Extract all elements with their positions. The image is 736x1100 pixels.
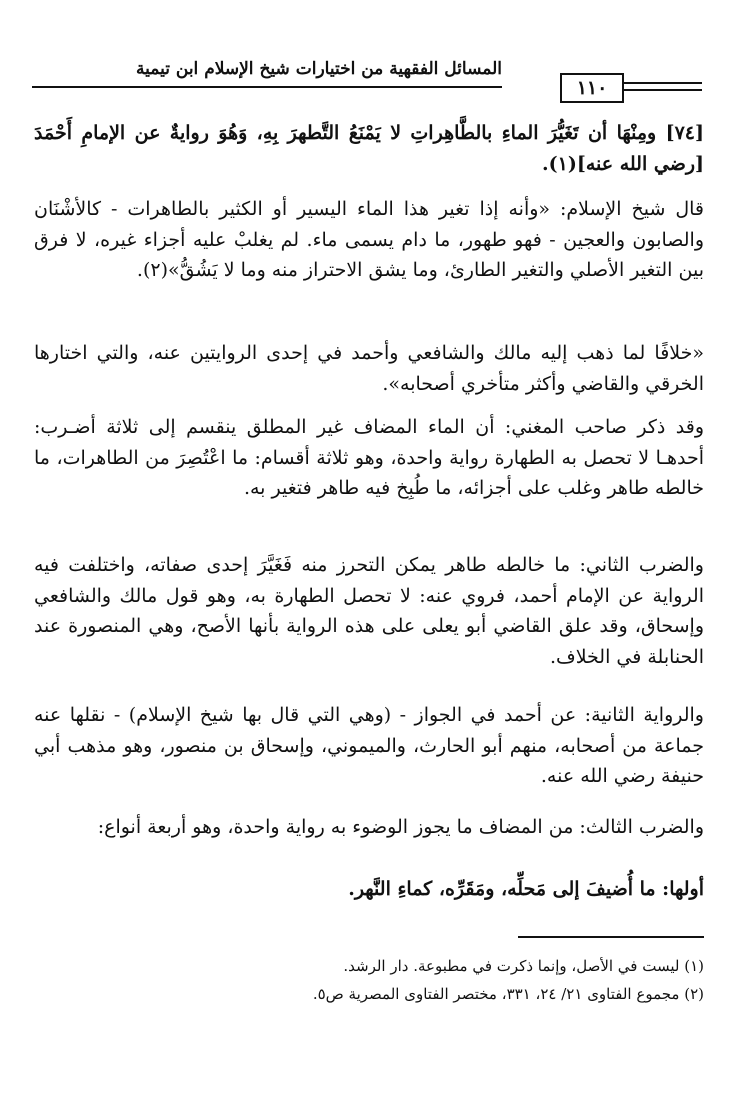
header-rule-lower bbox=[622, 89, 702, 91]
footnote-separator bbox=[518, 936, 704, 938]
running-header-title: المسائل الفقهية من اختيارات شيخ الإسلام ابن تيمية bbox=[136, 59, 502, 79]
page-number: ١١٠ bbox=[560, 73, 624, 103]
paragraph-mughni-first-type: وقد ذكر صاحب المغني: أن الماء المضاف غير المطلق ينقسم إلى ثلاثة أضـرب: أحدهـا لا تحصل به الطهارة رواية واحدة، وهو ثلاثة أقسام: ما اعْتُصِرَ من الطاهرات، ما خالطه طاهر وغلب على أجزائه، ما طُبِخ فيه طاهر فتغير به. bbox=[34, 416, 704, 499]
paragraph-first-kind: أولها: ما أُضيفَ إلى مَحلِّه، ومَقَرِّه، كماءِ النَّهر. bbox=[348, 878, 704, 900]
paragraph-ibn-taymiyyah-quote: قال شيخ الإسلام: «وأنه إذا تغير هذا الماء اليسير أو الكثير بالطاهرات - كالأشْنَان والصابون والعجين - فهو طهور، ما دام يسمى ماء. لم يغلبْ عليه أجزاء غيره، لا فرق بين التغير الأصلي والتغير الطارئ، وما يشق الاحتراز منه وما لا يَشُقُّ»(٢). bbox=[34, 198, 704, 281]
paragraph-second-narration: والرواية الثانية: عن أحمد في الجواز - (وهي التي قال بها شيخ الإسلام) - نقلها عنه جماعة من أصحابه، منهم أبو الحارث، والميموني، وإسحاق بن منصور، وهو مذهب أبي حنيفة رضي الله عنه. bbox=[34, 704, 704, 787]
paragraph-third-type: والضرب الثالث: من المضاف ما يجوز الوضوء به رواية واحدة، وهو أربعة أنواع: bbox=[97, 816, 704, 838]
footnote-1: (١) ليست في الأصل، وإنما ذكرت في مطبوعة. دار الرشد. bbox=[343, 957, 704, 975]
paragraph-disagreement: «خلافًا لما ذهب إليه مالك والشافعي وأحمد في إحدى الروايتين عنه، والتي اختارها الخرقي والقاضي وأكثر متأخري أصحابه». bbox=[34, 342, 704, 395]
issue-74-heading: [٧٤] ومِنْهَا أن تَغَيُّرَ الماءِ بالطَّاهِراتِ لا يَمْنَعُ التَّطهرَ بِهِ، وَهُوَ روايةٌ عن الإمامِ أَحْمَدَ [رضي الله عنه](١). bbox=[34, 122, 704, 175]
header-rule-upper bbox=[622, 82, 702, 84]
paragraph-second-type: والضرب الثاني: ما خالطه طاهر يمكن التحرز منه فَغَيَّرَ إحدى صفاته، واختلفت فيه الرواية عن الإمام أحمد، فروي عنه: لا تحصل الطهارة به، وهو قول مالك والشافعي وإسحاق، وقد علق القاضي أبو يعلى على هذه الرواية بأنها الأصح، وهي المنصورة عند الحنابلة في الخلاف. bbox=[34, 554, 704, 668]
header-underline bbox=[32, 86, 502, 88]
footnote-2: (٢) مجموع الفتاوى ٢١/ ٢٤، ٣٣١، مختصر الفتاوى المصرية ص٥. bbox=[312, 985, 704, 1003]
